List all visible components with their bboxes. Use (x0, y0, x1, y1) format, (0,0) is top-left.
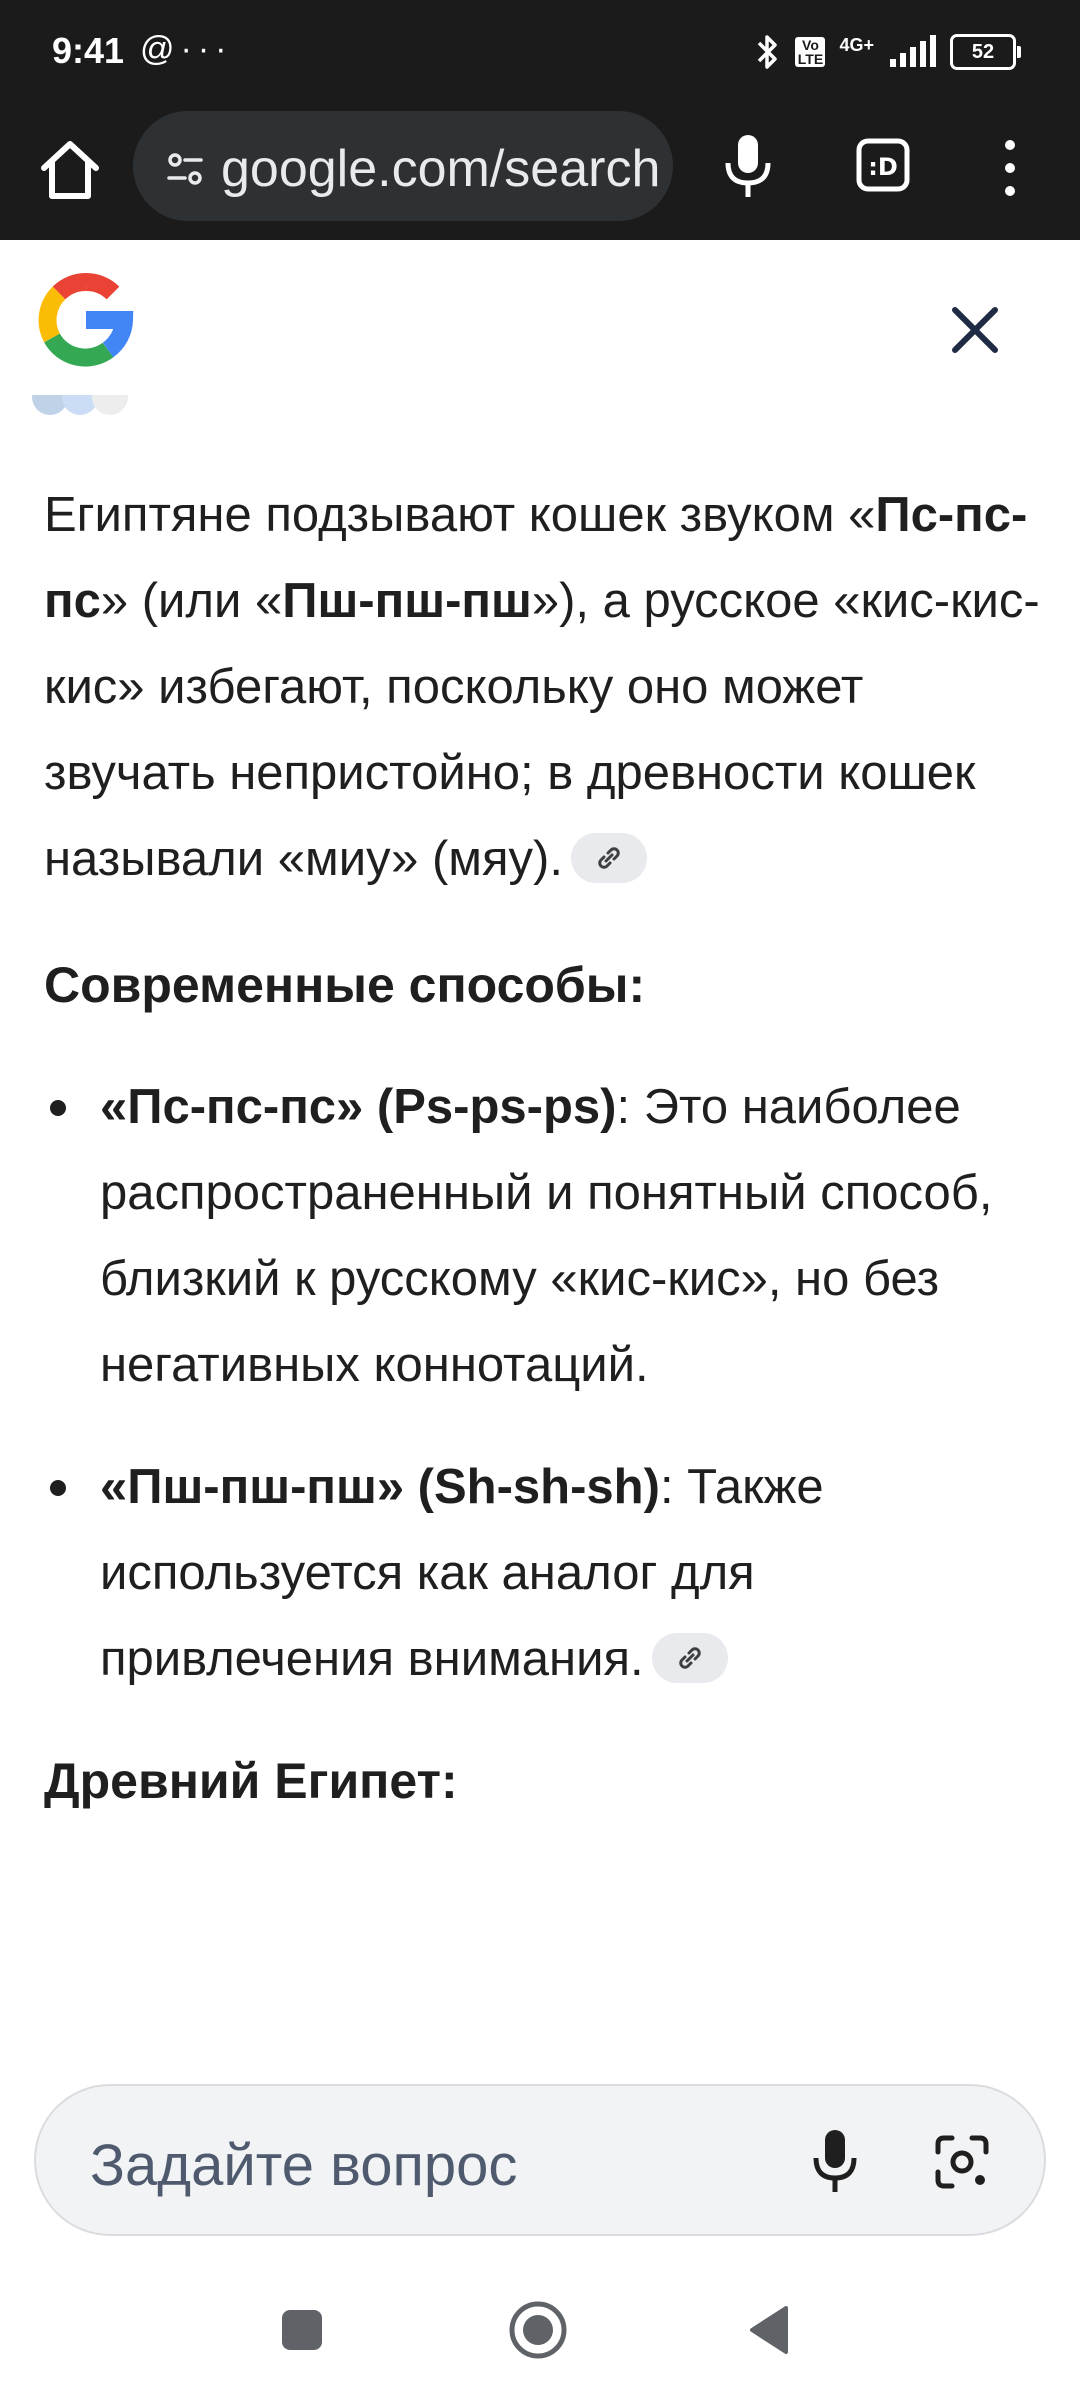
tab-switcher-icon[interactable] (855, 137, 911, 193)
recents-button[interactable] (282, 2310, 322, 2350)
voice-input-icon[interactable] (810, 2126, 860, 2196)
url-text[interactable]: google.com/search (221, 140, 661, 198)
back-button[interactable] (746, 2304, 792, 2356)
system-nav-bar (0, 2260, 1080, 2400)
more-menu-icon[interactable] (990, 133, 1030, 203)
bullet-title: «Пс-пс-пс» (Ps-ps-ps) (100, 1080, 617, 1134)
link-icon (676, 1645, 704, 1671)
list-item (44, 1444, 1044, 1702)
google-lens-icon[interactable] (930, 2130, 994, 2194)
address-bar[interactable] (133, 111, 673, 221)
close-icon[interactable] (945, 300, 1005, 360)
network-type: 4G+ (839, 34, 874, 55)
intro-paragraph (44, 472, 1044, 902)
more-dots-icon: ··· (180, 30, 233, 68)
bullet-text: : Это наиболее распространенный и понятный способ, близкий к русскому «кис-кис», но без негативных коннотаций. (100, 1080, 993, 1392)
status-bar (0, 0, 1080, 105)
status-icons (755, 30, 1016, 74)
voice-search-icon[interactable] (720, 131, 776, 201)
at-icon: @ (140, 30, 181, 68)
browser-toolbar (0, 105, 1080, 240)
source-link-chip[interactable] (571, 833, 647, 883)
ask-input-bar[interactable] (34, 2084, 1046, 2236)
bluetooth-icon (755, 33, 781, 71)
link-icon (595, 845, 623, 871)
intro-bold-1: Пс-пс-пс (44, 488, 1028, 628)
source-link-chip[interactable] (652, 1633, 728, 1683)
intro-text: Египтяне подзывают кошек звуком « (44, 488, 876, 542)
ai-answer (44, 472, 1044, 1824)
signal-icon (888, 35, 936, 69)
google-logo-icon (38, 272, 134, 368)
bullet-title: «Пш-пш-пш» (Sh-sh-sh) (100, 1460, 660, 1514)
home-button[interactable] (506, 2298, 570, 2362)
intro-bold-2: Пш-пш-пш (282, 574, 532, 628)
heading-ancient: Древний Египет: (44, 1753, 458, 1809)
intro-text-3: »), а русское «кис-кис-кис» избегают, поскольку оно может звучать непристойно; в древности кошек называли «миу» (мяу). (44, 574, 1040, 886)
home-icon[interactable] (30, 130, 110, 210)
battery-icon: 52 (950, 34, 1016, 70)
bullet-text: : Также используется как аналог для привлечения внимания. (100, 1460, 824, 1686)
google-header (0, 240, 1080, 410)
ask-input-placeholder[interactable]: Задайте вопрос (90, 2133, 518, 2198)
svg-text::D: :D (868, 153, 898, 181)
source-favicons (30, 395, 160, 415)
intro-text-2: » (или « (100, 574, 283, 628)
heading-modern: Современные способы: (44, 957, 646, 1013)
notification-icons (140, 30, 232, 69)
list-item (44, 1064, 1044, 1408)
site-settings-icon[interactable] (165, 149, 205, 189)
volte-icon: Vo LTE (795, 37, 825, 67)
status-time: 9:41 (52, 30, 125, 71)
methods-list (44, 1064, 1044, 1702)
